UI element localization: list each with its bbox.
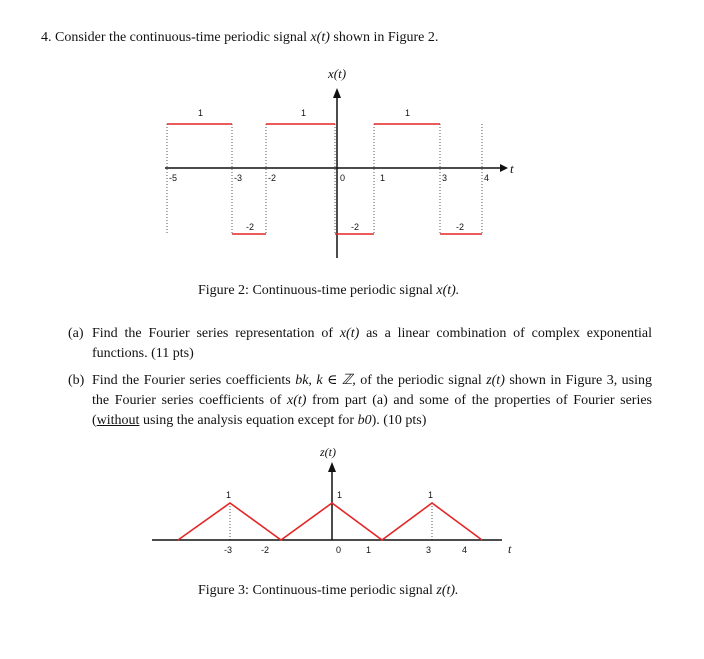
part-b-text-1: Find the Fourier series coefficients [92, 373, 296, 388]
peak-label: 1 [428, 490, 434, 500]
tick-label: -2 [268, 173, 277, 183]
x-axis-label: t [508, 542, 512, 556]
tick-label: 1 [366, 545, 372, 555]
figure-3-caption-prefix: Figure 3: Continuous-time periodic signal [198, 583, 437, 598]
part-a-body [92, 324, 652, 364]
part-b-signal-z: z(t) [486, 373, 505, 388]
part-a-tag: (a) [68, 326, 84, 341]
part-b-underlined-word: without [96, 413, 140, 428]
y-axis-arrow [333, 88, 341, 98]
figure-2-plot [160, 60, 540, 265]
problem-statement [41, 30, 438, 46]
figure-3-caption [198, 583, 459, 599]
high-label: 1 [301, 108, 307, 118]
part-a-text-1: Find the Fourier series representation of [92, 326, 340, 341]
part-b-signal-x: x(t) [287, 393, 307, 408]
part-b-text-5: using the analysis equation except for [139, 413, 358, 428]
tick-label: 4 [484, 173, 490, 183]
tick-label: 4 [462, 545, 468, 555]
part-b-tag: (b) [68, 373, 85, 388]
tick-label: 3 [426, 545, 432, 555]
part-b-text-2: of the periodic signal [355, 373, 487, 388]
part-a [68, 324, 658, 366]
problem-text-before: Consider the continuous-time periodic signal [55, 30, 311, 45]
high-label: 1 [198, 108, 204, 118]
part-b-coefficients: bk, k ∈ ℤ, [295, 373, 356, 388]
part-a-text-2: as a linear combination of complex exponential functions. (11 pts) [92, 326, 652, 361]
tick-label: 0 [340, 173, 346, 183]
figure-2-caption-prefix: Figure 2: Continuous-time periodic signal [198, 283, 437, 298]
figure-3-plot [150, 440, 530, 565]
part-b-text-6: ). (10 pts) [371, 413, 427, 428]
tick-label: -5 [169, 173, 178, 183]
tick-label: -3 [224, 545, 233, 555]
high-label: 1 [405, 108, 411, 118]
problem-number: 4. [41, 30, 52, 45]
part-b-b0: b0 [357, 413, 372, 428]
x-axis-arrow [500, 164, 508, 172]
part-b-body [92, 371, 652, 431]
part-b [68, 371, 658, 433]
y-axis-label: x(t) [328, 66, 347, 81]
problem-signal: x(t) [310, 30, 330, 45]
low-label: -2 [456, 222, 465, 232]
signal-z-triangle-wave [178, 503, 482, 540]
x-axis-label: t [510, 161, 514, 176]
figure-2-caption [198, 283, 459, 299]
peak-label: 1 [337, 490, 343, 500]
tick-label: 0 [336, 545, 342, 555]
tick-label: -2 [261, 545, 270, 555]
y-axis-label: z(t) [320, 445, 336, 459]
low-label: -2 [351, 222, 360, 232]
part-b-text-4: from part (a) and some of the properties of Fourier series ( [92, 393, 653, 428]
problem-text-after: shown in Figure 2. [329, 30, 439, 45]
low-label: -2 [246, 222, 255, 232]
figure-3-caption-signal: z(t). [436, 583, 459, 598]
y-axis-arrow [328, 462, 336, 472]
part-a-signal: x(t) [339, 326, 360, 341]
figure-2-caption-signal: x(t). [436, 283, 460, 298]
peak-label: 1 [226, 490, 232, 500]
part-b-text-3: shown in Figure 3, using the Fourier series coefficients of [92, 373, 652, 408]
tick-label: 1 [380, 173, 386, 183]
tick-label: 3 [442, 173, 448, 183]
tick-label: -3 [234, 173, 243, 183]
